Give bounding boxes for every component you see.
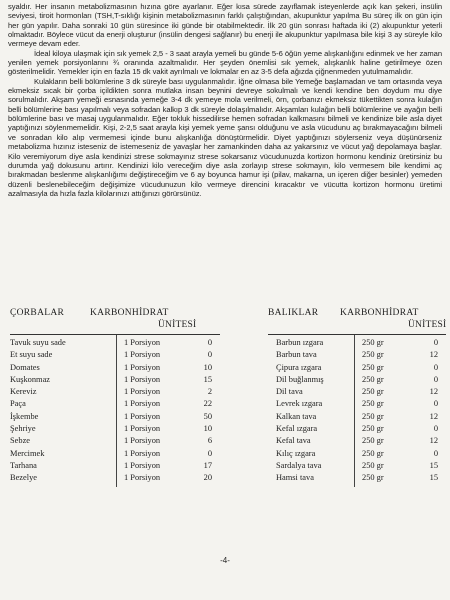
food-name: Sardalya tava xyxy=(276,460,322,470)
portion: 250 gr xyxy=(362,436,384,446)
table-row xyxy=(268,424,446,436)
portion: 1 Porsiyon xyxy=(124,460,161,470)
table-row xyxy=(268,387,446,399)
carb-value: 20 xyxy=(203,473,212,483)
food-name: Et suyu sade xyxy=(10,350,53,360)
portion: 1 Porsiyon xyxy=(124,362,161,372)
table-row xyxy=(10,350,220,362)
carb-value: 2 xyxy=(207,387,212,397)
food-name: Kuşkonmaz xyxy=(10,374,51,384)
food-name: Dil buğlanmış xyxy=(276,374,324,384)
portion: 250 gr xyxy=(362,424,384,434)
food-name: Tarhana xyxy=(10,460,37,470)
portion: 1 Porsiyon xyxy=(124,387,161,397)
carb-value: 15 xyxy=(429,460,438,470)
table-body xyxy=(268,338,446,486)
portion: 1 Porsiyon xyxy=(124,448,161,458)
food-name: Kereviz xyxy=(10,387,37,397)
carb-value: 0 xyxy=(207,338,212,347)
table-header xyxy=(10,308,220,335)
carb-value: 0 xyxy=(433,448,438,458)
portion: 250 gr xyxy=(362,473,384,483)
carb-value: 6 xyxy=(207,436,212,446)
carb-value: 0 xyxy=(207,350,212,360)
carb-value: 0 xyxy=(207,448,212,458)
food-name: Kefal tava xyxy=(276,436,311,446)
food-name: Kılıç ızgara xyxy=(276,448,316,458)
table-row xyxy=(268,375,446,387)
food-name: Çipura ızgara xyxy=(276,362,322,372)
header-unit: ÜNİTESİ xyxy=(408,320,447,330)
portion: 1 Porsiyon xyxy=(124,424,161,434)
carb-value: 12 xyxy=(429,387,438,397)
table-row xyxy=(268,363,446,375)
portion: 1 Porsiyon xyxy=(124,350,161,360)
carb-value: 12 xyxy=(429,411,438,421)
carb-value: 0 xyxy=(433,338,438,347)
table-body xyxy=(10,338,220,486)
paragraph: Kulakların belli bölümlerine 3 dk süreyle bası uygulanmalıdır. İğne olmasa bile Yemeğe başlamadan ve tam ortasında veya ekmeksiz sıcak bir çorba içildikten sonra mutlaka insan beynini devreye sokulmalı ve kendi kendine ben doydum mu diye sorulmalıdır. Akşam yemeği esnasında yemeğe 3-4 dk yemeye mola verilmeli, örn, çorbanızı ekmeksiz tükettikten sonra kulağın belli bölümlerine bası yapılmalı veya sofradan kalkıp 3 dk süreyle dolaşılmalıdır. Akşamları kulağın belli bölümlerine ve ayağın belli bölümlerine bası ve masaj uygulanmalıdır. Eğer tokluk hissedilirse hemen sofradan kalkmasını bilmeli ve kendinize bile asla diyet yaptığınızı söylenmemelidir. Kişi, 2-2,5 saat arayla kişi yemek yeme şansı olduğunu ve asla vücudunu aç bırakmayacağını bilmeli ve sonradan kilo alıp vermemesi içinde bunu alışkanlığa dönüştürmelidir. Diyet yaptığınızı söylerseniz veya düşünürseniz metabolizma hızınız isteseniz de istemeseniz de yavaşlar her zamankinden daha az yakarsınız ve vücut yağ depolamaya başlar. Kilo veremiyorum diye asla kendinizi strese sokmayınız strese sokarsanız vücudunuzda kortizon hormonu kendiniz üretirsiniz bu durumda yağ dokusunu artırır. Kendinizi kilo vereceğim diye asla zorlayıp strese sokmayın, kilo vermesem bile kendimi aç bırakmadan beslenme alışkanlığımı değiştireceğim ve 6 ay boyunca hamur işi (pilav, makarna, un içeren diğer besinler) yemeden düzenli beslenebileceğim değişimize vücudunuzun kilo vermeye direncini kıracaktır ve vücutta kortizon hormonu üretimi azalmasıyla da hızla fazla kilolarınızı attığınızı görürsünüz. xyxy=(8,76,442,198)
food-name: Barbun ızgara xyxy=(276,338,324,347)
header-carb: KARBONHİDRAT xyxy=(340,308,419,318)
carb-value: 10 xyxy=(203,424,212,434)
table-row xyxy=(10,387,220,399)
carb-value: 15 xyxy=(429,473,438,483)
portion: 1 Porsiyon xyxy=(124,411,161,421)
table-row xyxy=(268,412,446,424)
food-name: Hamsi tava xyxy=(276,473,314,483)
table-row xyxy=(10,436,220,448)
table-row xyxy=(268,338,446,350)
table-row xyxy=(268,461,446,473)
portion: 250 gr xyxy=(362,374,384,384)
food-name: Tavuk suyu sade xyxy=(10,338,66,347)
table-row xyxy=(10,424,220,436)
carb-value: 0 xyxy=(433,399,438,409)
table-row xyxy=(10,363,220,375)
portion: 250 gr xyxy=(362,460,384,470)
body-text xyxy=(8,2,442,198)
table-row xyxy=(268,436,446,448)
food-name: Mercimek xyxy=(10,448,45,458)
carb-value: 15 xyxy=(203,374,212,384)
portion: 1 Porsiyon xyxy=(124,436,161,446)
carb-value: 0 xyxy=(433,362,438,372)
table-row xyxy=(10,412,220,424)
portion: 1 Porsiyon xyxy=(124,399,161,409)
table-row xyxy=(10,338,220,350)
paragraph: syaldır. Her insanın metabolizmasının hızına göre ayarlanır. Eğer kısa sürede zayıflamak isteyenlerde açık kan şekeri, insülin seviyesi, tiroit hormonları (TSH,T-sıklığı kişinin metabolizmasının farklı çalıştığından, akupunktur yapılma Bu süreç ilk on gün için her gün yapılır. Daha sonraki 10 gün süresince iki günde bir otabilmektedir. İlk 20 gün sonrası haftada iki (2) akupunktur yeterli olmaktadır. Böylece vücut da enerji oluşturur (insülin dengesi sağlanır) bu enerji ile akupunktur yapılmasa bile kişi 3 ay süreyle kilo vermeye devam eder. xyxy=(8,2,442,49)
portion: 250 gr xyxy=(362,362,384,372)
table-row xyxy=(10,375,220,387)
portion: 250 gr xyxy=(362,387,384,397)
portion: 250 gr xyxy=(362,448,384,458)
table-header xyxy=(268,308,446,335)
portion: 250 gr xyxy=(362,350,384,360)
table-row xyxy=(10,473,220,485)
food-name: Kefal ızgara xyxy=(276,424,318,434)
header-carb: KARBONHİDRAT xyxy=(90,308,169,318)
table-row xyxy=(268,350,446,362)
food-name: İşkembe xyxy=(10,411,39,421)
carb-value: 12 xyxy=(429,350,438,360)
food-name: Bezelye xyxy=(10,473,37,483)
carb-value: 17 xyxy=(203,460,212,470)
table-row xyxy=(10,449,220,461)
header-unit: ÜNİTESİ xyxy=(158,320,197,330)
portion: 1 Porsiyon xyxy=(124,473,161,483)
food-name: Domates xyxy=(10,362,40,372)
portion: 250 gr xyxy=(362,338,384,347)
paragraph: İdeal kiloya ulaşmak için sık yemek 2,5 - 3 saat arayla yemeli bu günde 5-6 öğün yeme alışkanlığını edinmek ve her zaman yenilen yemek porsiyonlarını ¾ oranında azaltmalıdır. Her şeyden önemlisi sık yemek, alışkanlık haline getirilmeye özen gösterilmelidir. Yemekler için en fazla 15 dk vakit ayrılmalı ve lokmalar en az 3-5 defa ağızda çiğnenmeden yutulmamalıdır. xyxy=(8,48,442,77)
carb-value: 22 xyxy=(203,399,212,409)
portion: 1 Porsiyon xyxy=(124,338,161,347)
table-row xyxy=(268,399,446,411)
carb-value: 50 xyxy=(203,411,212,421)
food-name: Sebze xyxy=(10,436,30,446)
table-row xyxy=(268,449,446,461)
food-name: Kalkan tava xyxy=(276,411,317,421)
carb-value: 12 xyxy=(429,436,438,446)
fish-table xyxy=(268,308,446,486)
table-row xyxy=(268,473,446,485)
table-row xyxy=(10,399,220,411)
header-category: BALIKLAR xyxy=(268,308,319,318)
portion: 250 gr xyxy=(362,399,384,409)
page-number: -4- xyxy=(220,556,230,565)
header-category: ÇORBALAR xyxy=(10,308,65,318)
food-name: Dil tava xyxy=(276,387,303,397)
portion: 1 Porsiyon xyxy=(124,374,161,384)
carb-value: 0 xyxy=(433,374,438,384)
carb-value: 10 xyxy=(203,362,212,372)
carb-value: 0 xyxy=(433,424,438,434)
food-name: Levrek ızgara xyxy=(276,399,323,409)
food-name: Barbun tava xyxy=(276,350,317,360)
food-name: Paça xyxy=(10,399,26,409)
food-name: Şehriye xyxy=(10,424,36,434)
soups-table xyxy=(10,308,220,486)
portion: 250 gr xyxy=(362,411,384,421)
table-row xyxy=(10,461,220,473)
